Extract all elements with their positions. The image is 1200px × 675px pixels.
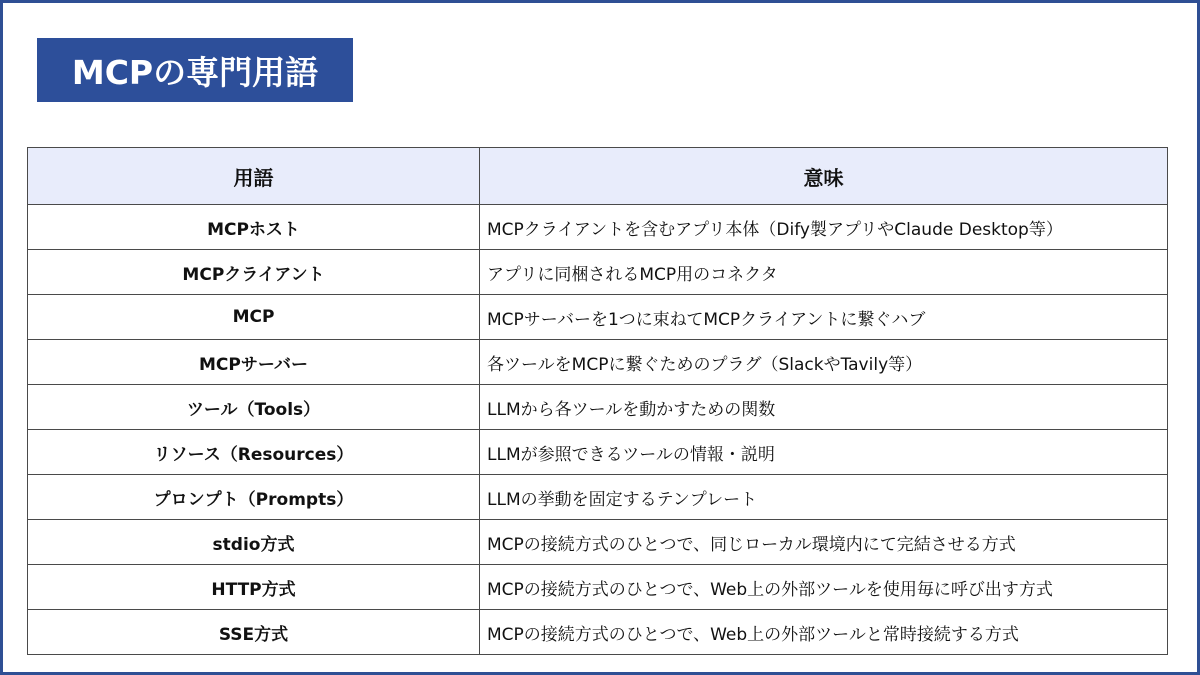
table-row [28, 295, 1168, 340]
meaning-cell: MCPの接続方式のひとつで、同じローカル環境内にて完結させる方式 [480, 520, 1168, 565]
meaning-cell: MCPの接続方式のひとつで、Web上の外部ツールと常時接続する方式 [480, 610, 1168, 655]
table-row [28, 340, 1168, 385]
slide-title: MCPの専門用語 [37, 38, 353, 102]
table-header-row [28, 148, 1168, 205]
term-cell: リソース（Resources） [28, 430, 480, 475]
term-cell: MCPサーバー [28, 340, 480, 385]
table-row [28, 475, 1168, 520]
meaning-cell: MCPの接続方式のひとつで、Web上の外部ツールを使用毎に呼び出す方式 [480, 565, 1168, 610]
term-cell: stdio方式 [28, 520, 480, 565]
table-row [28, 385, 1168, 430]
term-cell: プロンプト（Prompts） [28, 475, 480, 520]
meaning-cell: LLMの挙動を固定するテンプレート [480, 475, 1168, 520]
term-cell: SSE方式 [28, 610, 480, 655]
table-row [28, 250, 1168, 295]
table-row [28, 205, 1168, 250]
meaning-cell: LLMが参照できるツールの情報・説明 [480, 430, 1168, 475]
term-cell: MCP [28, 295, 480, 340]
header-term: 用語 [28, 148, 480, 205]
meaning-cell: MCPサーバーを1つに束ねてMCPクライアントに繋ぐハブ [480, 295, 1168, 340]
term-cell: MCPクライアント [28, 250, 480, 295]
term-cell: HTTP方式 [28, 565, 480, 610]
term-cell: ツール（Tools） [28, 385, 480, 430]
terms-table [27, 147, 1168, 655]
table-row [28, 520, 1168, 565]
meaning-cell: MCPクライアントを含むアプリ本体（Dify製アプリやClaude Desktop等） [480, 205, 1168, 250]
term-cell: MCPホスト [28, 205, 480, 250]
meaning-cell: 各ツールをMCPに繋ぐためのプラグ（SlackやTavily等） [480, 340, 1168, 385]
table-row [28, 565, 1168, 610]
table-row [28, 430, 1168, 475]
meaning-cell: アプリに同梱されるMCP用のコネクタ [480, 250, 1168, 295]
header-meaning: 意味 [480, 148, 1168, 205]
meaning-cell: LLMから各ツールを動かすための関数 [480, 385, 1168, 430]
table-row [28, 610, 1168, 655]
